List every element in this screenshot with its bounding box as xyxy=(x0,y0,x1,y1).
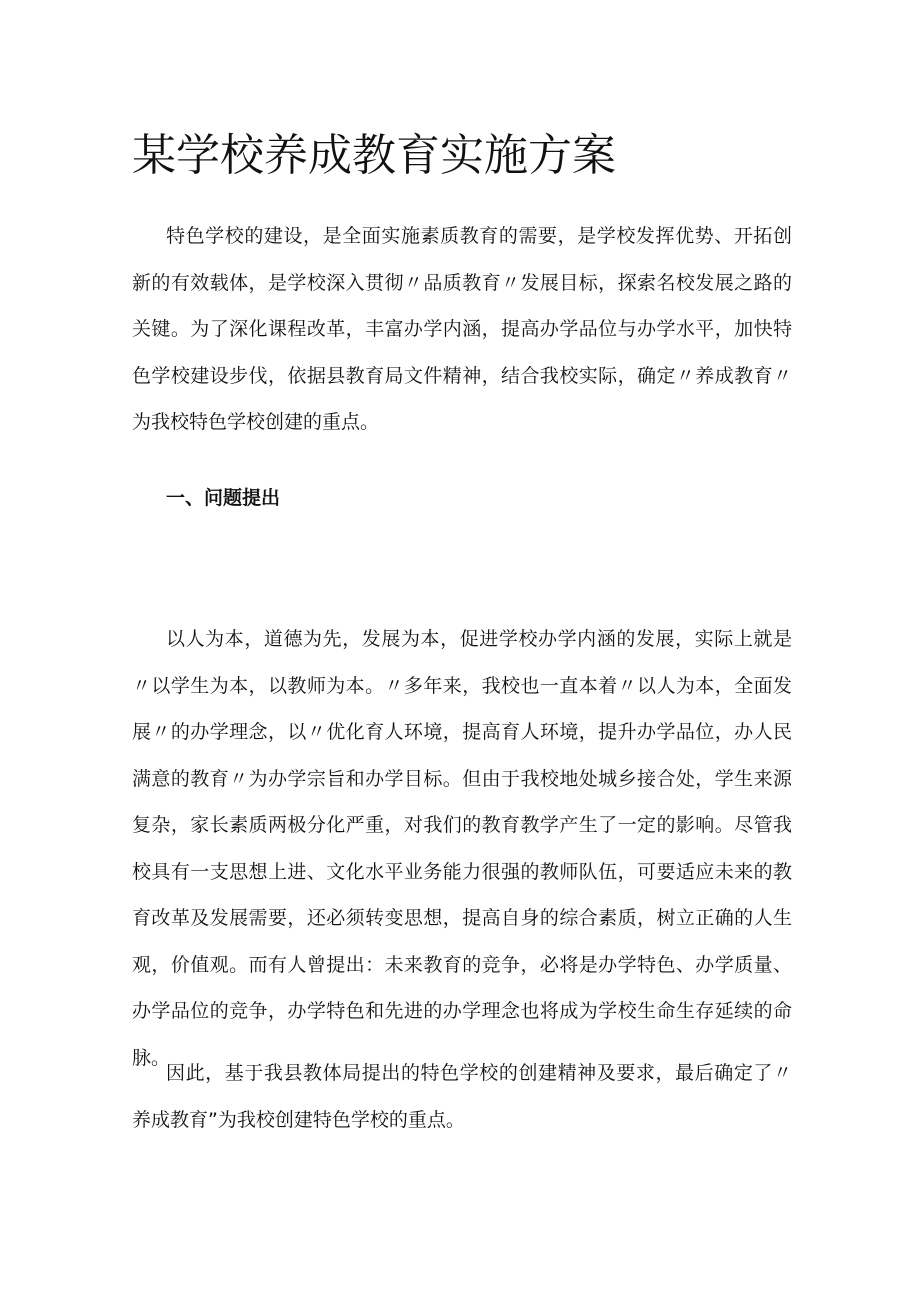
section-1-paragraph-1: 以人为本，道德为先，发展为本，促进学校办学内涵的发展，实际上就是〃以学生为本，以教师为本。〃多年来，我校也一直本着〃以人为本，全面发展〃的办学理念，以〃优化育人环境，提高育人环境，提升办学品位，办人民满意的教育〃为办学宗旨和办学目标。但由于我校地处城乡接合处，学生来源复杂，家长素质两极分化严重，对我们的教育教学产生了一定的影响。尽管我校具有一支思想上进、文化水平业务能力很强的教师队伍，可要适应未来的教育改革及发展需要，还必须转变思想，提高自身的综合素质，树立正确的人生观，价值观。而有人曾提出：未来教育的竞争，必将是办学特色、办学质量、办学品位的竞争，办学特色和先进的办学理念也将成为学校生命生存延续的命脉。 xyxy=(132,628,792,1069)
document-title: 某学校养成教育实施方案 xyxy=(132,130,616,181)
section-heading-problem: 一、问题提出 xyxy=(166,487,281,509)
intro-paragraph: 特色学校的建设，是全面实施素质教育的需要，是学校发挥优势、开拓创新的有效载体，是学校深入贯彻〃品质教育〃发展目标，探索名校发展之路的关键。为了深化课程改革，丰富办学内涵，提高办学品位与办学水平，加快特色学校建设步伐，依据县教育局文件精神，结合我校实际，确定〃养成教育〃为我校特色学校创建的重点。 xyxy=(132,225,792,433)
section-1-paragraph-2: 因此，基于我县教体局提出的特色学校的创建精神及要求，最后确定了〃养成教育”为我校创建特色学校的重点。 xyxy=(132,1062,792,1131)
